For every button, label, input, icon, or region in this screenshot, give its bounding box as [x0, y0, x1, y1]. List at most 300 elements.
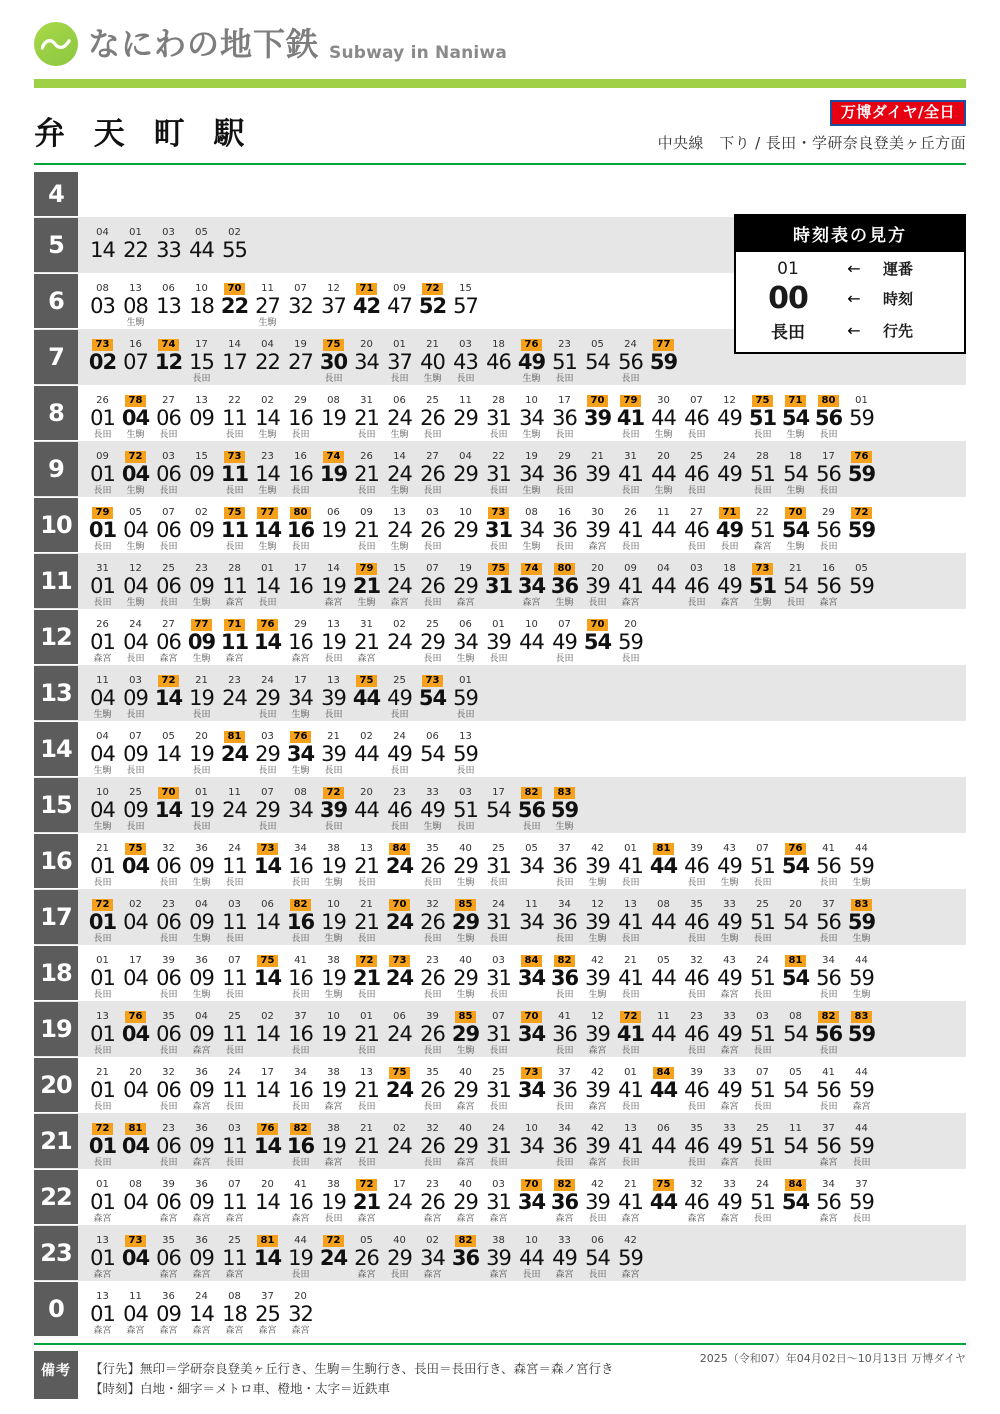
- departure-entry[interactable]: [482, 833, 515, 889]
- departure-entry[interactable]: [383, 777, 416, 833]
- departure-entry[interactable]: [746, 385, 779, 441]
- departure-entry[interactable]: [350, 553, 383, 609]
- departure-entry[interactable]: [86, 665, 119, 721]
- departure-entry[interactable]: [449, 273, 482, 329]
- departure-entry[interactable]: [449, 1057, 482, 1113]
- departure-entry[interactable]: [449, 497, 482, 553]
- departure-entry[interactable]: [779, 553, 812, 609]
- departure-entry[interactable]: [713, 553, 746, 609]
- departure-entry[interactable]: [218, 889, 251, 945]
- departure-entry[interactable]: [482, 945, 515, 1001]
- departure-entry[interactable]: [548, 553, 581, 609]
- departure-entry[interactable]: [317, 273, 350, 329]
- departure-entry[interactable]: [449, 721, 482, 777]
- departure-entry[interactable]: [86, 273, 119, 329]
- departure-entry[interactable]: [251, 1281, 284, 1337]
- departure-entry[interactable]: [647, 889, 680, 945]
- departure-entry[interactable]: [350, 1001, 383, 1057]
- departure-entry[interactable]: [713, 1169, 746, 1225]
- departure-entry[interactable]: [449, 441, 482, 497]
- departure-entry[interactable]: [251, 777, 284, 833]
- departure-entry[interactable]: [119, 553, 152, 609]
- departure-entry[interactable]: [482, 385, 515, 441]
- departure-entry[interactable]: [284, 777, 317, 833]
- departure-entry[interactable]: [383, 1113, 416, 1169]
- departure-entry[interactable]: [218, 665, 251, 721]
- departure-entry[interactable]: [515, 1113, 548, 1169]
- departure-entry[interactable]: [251, 441, 284, 497]
- departure-entry[interactable]: [284, 665, 317, 721]
- departure-entry[interactable]: [416, 497, 449, 553]
- departure-entry[interactable]: [383, 329, 416, 385]
- departure-entry[interactable]: [317, 1113, 350, 1169]
- departure-entry[interactable]: [350, 609, 383, 665]
- departure-entry[interactable]: [317, 441, 350, 497]
- departure-entry[interactable]: [812, 833, 845, 889]
- departure-entry[interactable]: [614, 1057, 647, 1113]
- departure-entry[interactable]: [449, 553, 482, 609]
- departure-entry[interactable]: [482, 329, 515, 385]
- departure-entry[interactable]: [152, 1113, 185, 1169]
- departure-entry[interactable]: [416, 833, 449, 889]
- departure-entry[interactable]: [383, 497, 416, 553]
- departure-entry[interactable]: [647, 497, 680, 553]
- departure-entry[interactable]: [845, 1057, 878, 1113]
- departure-entry[interactable]: [185, 1281, 218, 1337]
- departure-entry[interactable]: [152, 329, 185, 385]
- departure-entry[interactable]: [218, 217, 251, 273]
- departure-entry[interactable]: [779, 1057, 812, 1113]
- departure-entry[interactable]: [680, 497, 713, 553]
- departure-entry[interactable]: [284, 1057, 317, 1113]
- departure-entry[interactable]: [581, 609, 614, 665]
- departure-entry[interactable]: [119, 665, 152, 721]
- departure-entry[interactable]: [482, 553, 515, 609]
- departure-entry[interactable]: [251, 833, 284, 889]
- departure-entry[interactable]: [218, 273, 251, 329]
- departure-entry[interactable]: [218, 497, 251, 553]
- departure-entry[interactable]: [779, 385, 812, 441]
- departure-entry[interactable]: [218, 553, 251, 609]
- departure-entry[interactable]: [284, 889, 317, 945]
- departure-entry[interactable]: [284, 833, 317, 889]
- departure-entry[interactable]: [416, 273, 449, 329]
- departure-entry[interactable]: [284, 553, 317, 609]
- departure-entry[interactable]: [680, 385, 713, 441]
- departure-entry[interactable]: [383, 889, 416, 945]
- departure-entry[interactable]: [713, 889, 746, 945]
- departure-entry[interactable]: [680, 1001, 713, 1057]
- departure-entry[interactable]: [680, 889, 713, 945]
- departure-entry[interactable]: [185, 217, 218, 273]
- departure-entry[interactable]: [119, 385, 152, 441]
- departure-entry[interactable]: [581, 1057, 614, 1113]
- departure-entry[interactable]: [218, 1169, 251, 1225]
- departure-entry[interactable]: [185, 1057, 218, 1113]
- departure-entry[interactable]: [317, 497, 350, 553]
- departure-entry[interactable]: [251, 1113, 284, 1169]
- departure-entry[interactable]: [86, 1169, 119, 1225]
- departure-entry[interactable]: [350, 1169, 383, 1225]
- departure-entry[interactable]: [284, 385, 317, 441]
- departure-entry[interactable]: [680, 553, 713, 609]
- departure-entry[interactable]: [515, 497, 548, 553]
- departure-entry[interactable]: [515, 1001, 548, 1057]
- departure-entry[interactable]: [779, 441, 812, 497]
- departure-entry[interactable]: [251, 273, 284, 329]
- departure-entry[interactable]: [251, 609, 284, 665]
- departure-entry[interactable]: [746, 833, 779, 889]
- departure-entry[interactable]: [416, 665, 449, 721]
- departure-entry[interactable]: [119, 833, 152, 889]
- departure-entry[interactable]: [185, 721, 218, 777]
- departure-entry[interactable]: [350, 777, 383, 833]
- departure-entry[interactable]: [86, 777, 119, 833]
- departure-entry[interactable]: [614, 1001, 647, 1057]
- departure-entry[interactable]: [614, 441, 647, 497]
- departure-entry[interactable]: [746, 497, 779, 553]
- departure-entry[interactable]: [218, 777, 251, 833]
- departure-entry[interactable]: [614, 497, 647, 553]
- departure-entry[interactable]: [317, 609, 350, 665]
- departure-entry[interactable]: [614, 385, 647, 441]
- departure-entry[interactable]: [86, 385, 119, 441]
- departure-entry[interactable]: [119, 1057, 152, 1113]
- departure-entry[interactable]: [614, 945, 647, 1001]
- departure-entry[interactable]: [779, 1169, 812, 1225]
- departure-entry[interactable]: [152, 609, 185, 665]
- departure-entry[interactable]: [317, 385, 350, 441]
- departure-entry[interactable]: [251, 1057, 284, 1113]
- departure-entry[interactable]: [680, 833, 713, 889]
- departure-entry[interactable]: [614, 1225, 647, 1281]
- departure-entry[interactable]: [581, 1001, 614, 1057]
- departure-entry[interactable]: [185, 273, 218, 329]
- departure-entry[interactable]: [185, 945, 218, 1001]
- departure-entry[interactable]: [350, 385, 383, 441]
- departure-entry[interactable]: [713, 497, 746, 553]
- departure-entry[interactable]: [86, 1057, 119, 1113]
- departure-entry[interactable]: [119, 609, 152, 665]
- departure-entry[interactable]: [845, 385, 878, 441]
- departure-entry[interactable]: [218, 833, 251, 889]
- departure-entry[interactable]: [746, 1001, 779, 1057]
- departure-entry[interactable]: [317, 721, 350, 777]
- departure-entry[interactable]: [548, 1113, 581, 1169]
- departure-entry[interactable]: [581, 329, 614, 385]
- departure-entry[interactable]: [86, 833, 119, 889]
- departure-entry[interactable]: [812, 945, 845, 1001]
- departure-entry[interactable]: [86, 329, 119, 385]
- departure-entry[interactable]: [218, 1113, 251, 1169]
- departure-entry[interactable]: [548, 1001, 581, 1057]
- departure-entry[interactable]: [284, 1001, 317, 1057]
- departure-entry[interactable]: [284, 721, 317, 777]
- departure-entry[interactable]: [152, 273, 185, 329]
- departure-entry[interactable]: [416, 441, 449, 497]
- departure-entry[interactable]: [152, 553, 185, 609]
- departure-entry[interactable]: [284, 609, 317, 665]
- departure-entry[interactable]: [779, 945, 812, 1001]
- departure-entry[interactable]: [416, 1057, 449, 1113]
- departure-entry[interactable]: [746, 1169, 779, 1225]
- departure-entry[interactable]: [746, 441, 779, 497]
- departure-entry[interactable]: [185, 385, 218, 441]
- departure-entry[interactable]: [416, 385, 449, 441]
- departure-entry[interactable]: [317, 777, 350, 833]
- departure-entry[interactable]: [119, 1001, 152, 1057]
- departure-entry[interactable]: [746, 1113, 779, 1169]
- departure-entry[interactable]: [515, 553, 548, 609]
- departure-entry[interactable]: [416, 553, 449, 609]
- departure-entry[interactable]: [86, 1113, 119, 1169]
- departure-entry[interactable]: [482, 441, 515, 497]
- departure-entry[interactable]: [416, 721, 449, 777]
- departure-entry[interactable]: [449, 1001, 482, 1057]
- departure-entry[interactable]: [86, 945, 119, 1001]
- departure-entry[interactable]: [515, 385, 548, 441]
- departure-entry[interactable]: [713, 441, 746, 497]
- departure-entry[interactable]: [548, 385, 581, 441]
- departure-entry[interactable]: [284, 273, 317, 329]
- departure-entry[interactable]: [86, 1225, 119, 1281]
- departure-entry[interactable]: [284, 1225, 317, 1281]
- departure-entry[interactable]: [482, 1001, 515, 1057]
- departure-entry[interactable]: [845, 945, 878, 1001]
- departure-entry[interactable]: [251, 665, 284, 721]
- departure-entry[interactable]: [119, 1225, 152, 1281]
- departure-entry[interactable]: [317, 1169, 350, 1225]
- departure-entry[interactable]: [482, 1225, 515, 1281]
- departure-entry[interactable]: [185, 497, 218, 553]
- departure-entry[interactable]: [152, 497, 185, 553]
- departure-entry[interactable]: [152, 1225, 185, 1281]
- departure-entry[interactable]: [647, 1057, 680, 1113]
- departure-entry[interactable]: [779, 497, 812, 553]
- departure-entry[interactable]: [251, 1001, 284, 1057]
- departure-entry[interactable]: [185, 1169, 218, 1225]
- departure-entry[interactable]: [317, 329, 350, 385]
- departure-entry[interactable]: [449, 385, 482, 441]
- departure-entry[interactable]: [548, 1169, 581, 1225]
- departure-entry[interactable]: [416, 609, 449, 665]
- departure-entry[interactable]: [185, 833, 218, 889]
- departure-entry[interactable]: [284, 329, 317, 385]
- departure-entry[interactable]: [416, 1001, 449, 1057]
- departure-entry[interactable]: [152, 833, 185, 889]
- departure-entry[interactable]: [416, 1169, 449, 1225]
- departure-entry[interactable]: [350, 273, 383, 329]
- departure-entry[interactable]: [119, 329, 152, 385]
- departure-entry[interactable]: [251, 329, 284, 385]
- departure-entry[interactable]: [317, 945, 350, 1001]
- departure-entry[interactable]: [713, 1113, 746, 1169]
- departure-entry[interactable]: [416, 777, 449, 833]
- departure-entry[interactable]: [383, 1001, 416, 1057]
- departure-entry[interactable]: [119, 945, 152, 1001]
- departure-entry[interactable]: [746, 945, 779, 1001]
- departure-entry[interactable]: [284, 1113, 317, 1169]
- departure-entry[interactable]: [383, 1225, 416, 1281]
- departure-entry[interactable]: [185, 329, 218, 385]
- departure-entry[interactable]: [416, 945, 449, 1001]
- departure-entry[interactable]: [845, 833, 878, 889]
- departure-entry[interactable]: [185, 889, 218, 945]
- departure-entry[interactable]: [713, 1001, 746, 1057]
- departure-entry[interactable]: [845, 1169, 878, 1225]
- departure-entry[interactable]: [515, 889, 548, 945]
- departure-entry[interactable]: [185, 777, 218, 833]
- departure-entry[interactable]: [581, 385, 614, 441]
- departure-entry[interactable]: [515, 945, 548, 1001]
- departure-entry[interactable]: [218, 1001, 251, 1057]
- departure-entry[interactable]: [317, 665, 350, 721]
- departure-entry[interactable]: [647, 1169, 680, 1225]
- departure-entry[interactable]: [350, 889, 383, 945]
- departure-entry[interactable]: [515, 609, 548, 665]
- departure-entry[interactable]: [350, 1113, 383, 1169]
- departure-entry[interactable]: [449, 665, 482, 721]
- departure-entry[interactable]: [185, 609, 218, 665]
- departure-entry[interactable]: [845, 1001, 878, 1057]
- departure-entry[interactable]: [284, 1169, 317, 1225]
- departure-entry[interactable]: [680, 1113, 713, 1169]
- departure-entry[interactable]: [152, 889, 185, 945]
- departure-entry[interactable]: [812, 1169, 845, 1225]
- departure-entry[interactable]: [86, 609, 119, 665]
- departure-entry[interactable]: [119, 497, 152, 553]
- departure-entry[interactable]: [614, 889, 647, 945]
- departure-entry[interactable]: [548, 945, 581, 1001]
- departure-entry[interactable]: [350, 1225, 383, 1281]
- departure-entry[interactable]: [383, 721, 416, 777]
- departure-entry[interactable]: [449, 1225, 482, 1281]
- departure-entry[interactable]: [548, 497, 581, 553]
- departure-entry[interactable]: [515, 329, 548, 385]
- departure-entry[interactable]: [86, 721, 119, 777]
- departure-entry[interactable]: [383, 833, 416, 889]
- departure-entry[interactable]: [713, 945, 746, 1001]
- departure-entry[interactable]: [86, 497, 119, 553]
- departure-entry[interactable]: [383, 1057, 416, 1113]
- departure-entry[interactable]: [713, 385, 746, 441]
- departure-entry[interactable]: [251, 553, 284, 609]
- departure-entry[interactable]: [185, 1113, 218, 1169]
- departure-entry[interactable]: [86, 553, 119, 609]
- departure-entry[interactable]: [251, 1225, 284, 1281]
- departure-entry[interactable]: [515, 777, 548, 833]
- departure-entry[interactable]: [482, 497, 515, 553]
- departure-entry[interactable]: [251, 945, 284, 1001]
- departure-entry[interactable]: [614, 1113, 647, 1169]
- departure-entry[interactable]: [680, 1169, 713, 1225]
- departure-entry[interactable]: [383, 609, 416, 665]
- departure-entry[interactable]: [647, 1001, 680, 1057]
- departure-entry[interactable]: [218, 721, 251, 777]
- departure-entry[interactable]: [614, 1169, 647, 1225]
- departure-entry[interactable]: [845, 889, 878, 945]
- departure-entry[interactable]: [218, 609, 251, 665]
- departure-entry[interactable]: [350, 497, 383, 553]
- departure-entry[interactable]: [284, 1281, 317, 1337]
- departure-entry[interactable]: [482, 1057, 515, 1113]
- departure-entry[interactable]: [383, 553, 416, 609]
- departure-entry[interactable]: [581, 1169, 614, 1225]
- departure-entry[interactable]: [647, 833, 680, 889]
- departure-entry[interactable]: [251, 721, 284, 777]
- departure-entry[interactable]: [317, 889, 350, 945]
- departure-entry[interactable]: [119, 721, 152, 777]
- departure-entry[interactable]: [251, 497, 284, 553]
- departure-entry[interactable]: [86, 217, 119, 273]
- departure-entry[interactable]: [152, 777, 185, 833]
- departure-entry[interactable]: [185, 553, 218, 609]
- departure-entry[interactable]: [647, 945, 680, 1001]
- departure-entry[interactable]: [350, 665, 383, 721]
- departure-entry[interactable]: [812, 385, 845, 441]
- departure-entry[interactable]: [614, 553, 647, 609]
- departure-entry[interactable]: [515, 1169, 548, 1225]
- departure-entry[interactable]: [812, 1001, 845, 1057]
- departure-entry[interactable]: [119, 217, 152, 273]
- departure-entry[interactable]: [317, 1225, 350, 1281]
- departure-entry[interactable]: [218, 1225, 251, 1281]
- departure-entry[interactable]: [515, 1057, 548, 1113]
- departure-entry[interactable]: [581, 889, 614, 945]
- departure-entry[interactable]: [416, 329, 449, 385]
- departure-entry[interactable]: [680, 1057, 713, 1113]
- departure-entry[interactable]: [218, 1057, 251, 1113]
- departure-entry[interactable]: [812, 1113, 845, 1169]
- departure-entry[interactable]: [581, 441, 614, 497]
- departure-entry[interactable]: [482, 1169, 515, 1225]
- departure-entry[interactable]: [218, 1281, 251, 1337]
- departure-entry[interactable]: [317, 553, 350, 609]
- departure-entry[interactable]: [383, 385, 416, 441]
- departure-entry[interactable]: [185, 1001, 218, 1057]
- departure-entry[interactable]: [812, 441, 845, 497]
- departure-entry[interactable]: [779, 1001, 812, 1057]
- departure-entry[interactable]: [152, 945, 185, 1001]
- departure-entry[interactable]: [812, 1057, 845, 1113]
- departure-entry[interactable]: [548, 833, 581, 889]
- departure-entry[interactable]: [251, 385, 284, 441]
- departure-entry[interactable]: [614, 329, 647, 385]
- departure-entry[interactable]: [548, 1225, 581, 1281]
- departure-entry[interactable]: [152, 1057, 185, 1113]
- departure-entry[interactable]: [416, 1113, 449, 1169]
- departure-entry[interactable]: [746, 1057, 779, 1113]
- departure-entry[interactable]: [548, 329, 581, 385]
- departure-entry[interactable]: [515, 1225, 548, 1281]
- departure-entry[interactable]: [152, 1281, 185, 1337]
- departure-entry[interactable]: [614, 833, 647, 889]
- departure-entry[interactable]: [845, 1113, 878, 1169]
- departure-entry[interactable]: [647, 385, 680, 441]
- departure-entry[interactable]: [383, 945, 416, 1001]
- departure-entry[interactable]: [515, 441, 548, 497]
- departure-entry[interactable]: [449, 889, 482, 945]
- departure-entry[interactable]: [746, 889, 779, 945]
- departure-entry[interactable]: [350, 721, 383, 777]
- departure-entry[interactable]: [284, 945, 317, 1001]
- departure-entry[interactable]: [218, 329, 251, 385]
- departure-entry[interactable]: [218, 945, 251, 1001]
- departure-entry[interactable]: [746, 553, 779, 609]
- departure-entry[interactable]: [383, 665, 416, 721]
- departure-entry[interactable]: [350, 329, 383, 385]
- departure-entry[interactable]: [647, 441, 680, 497]
